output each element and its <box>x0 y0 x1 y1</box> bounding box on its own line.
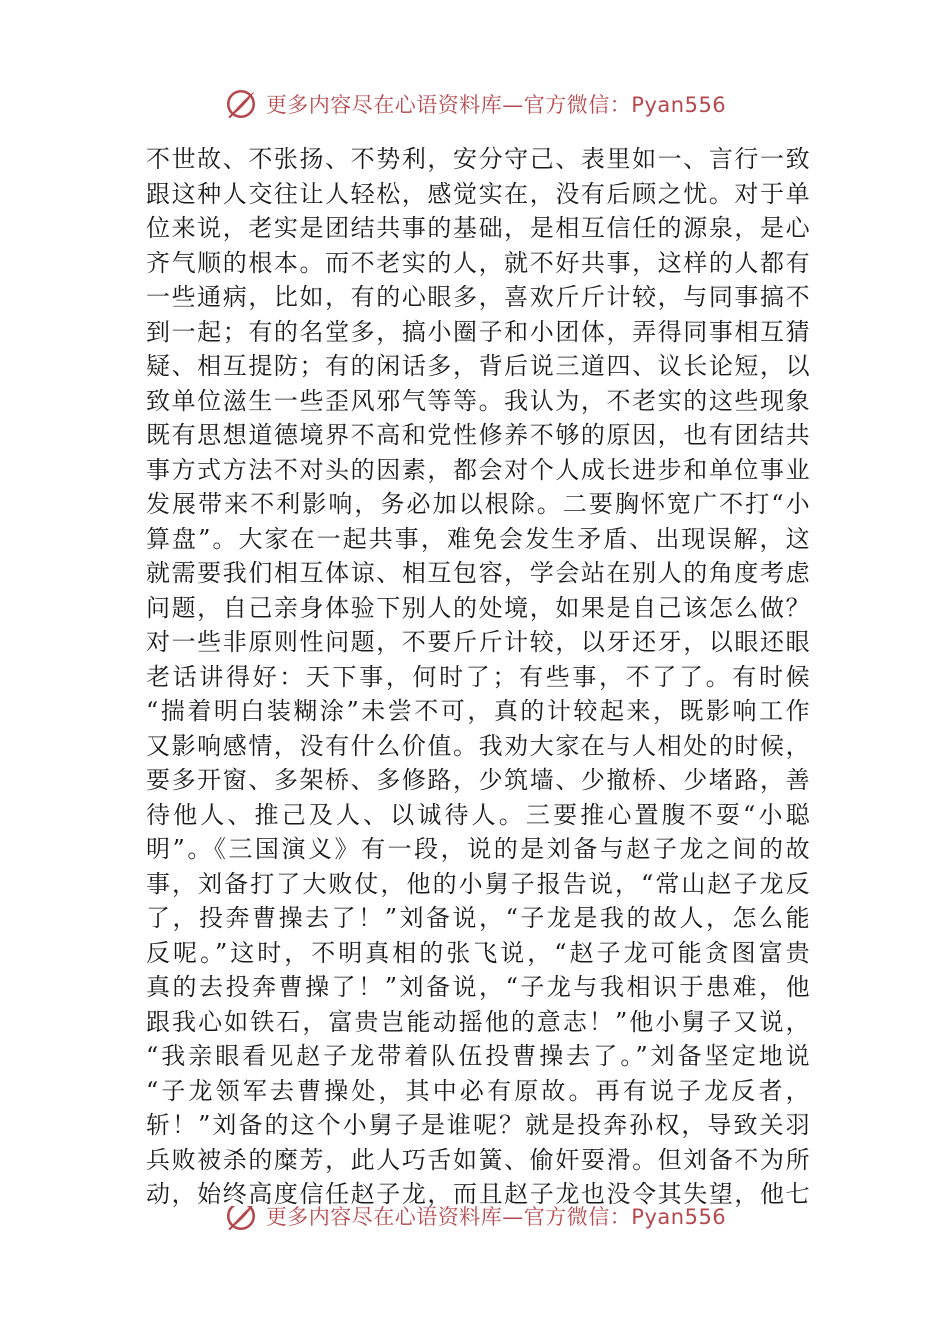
watermark-text: 更多内容尽在心语资料库—官方微信：Pyan556 <box>265 93 727 117</box>
text-line: 跟这种人交往让人轻松，感觉实在，没有后顾之忧。对于单 <box>146 179 810 208</box>
text-line: 位来说，老实是团结共事的基础，是相互信任的源泉，是心 <box>146 214 810 242</box>
text-line: 兵败被杀的糜芳，此人巧舌如簧、偷奸耍滑。但刘备不为所 <box>146 1145 810 1174</box>
text-line: 问题，自己亲身体验下别人的处境，如果是自己该怎么做？ <box>146 593 810 622</box>
text-line: 动，始终高度信任赵子龙，而且赵子龙也没令其失望，他七 <box>146 1180 810 1208</box>
text-line: “我亲眼看见赵子龙带着队伍投曹操去了。”刘备坚定地说 <box>146 1042 810 1070</box>
footer-watermark <box>0 1206 950 1246</box>
text-line: 疑、相互提防；有的闲话多，背后说三道四、议长论短，以 <box>146 352 810 380</box>
text-line: 既有思想道德境界不高和党性修养不够的原因，也有团结共 <box>146 421 810 449</box>
text-line: 齐气顺的根本。而不老实的人，就不好共事，这样的人都有 <box>146 248 810 277</box>
text-line: 就需要我们相互体谅、相互包容，学会站在别人的角度考虑 <box>146 559 810 587</box>
document-body <box>146 142 810 1212</box>
text-line: 发展带来不利影响，务必加以根除。二要胸怀宽广不打“小 <box>146 490 810 518</box>
text-line: 致单位滋生一些歪风邪气等等。我认为，不老实的这些现象 <box>146 386 810 415</box>
text-line: 明”。《三国演义》有一段，说的是刘备与赵子龙之间的故 <box>146 835 810 863</box>
text-line: 一些通病，比如，有的心眼多，喜欢斤斤计较，与同事搞不 <box>146 283 810 311</box>
quill-logo-icon <box>224 1206 258 1233</box>
text-line: 到一起；有的名堂多，搞小圈子和小团体，弄得同事相互猜 <box>146 317 810 346</box>
text-line: 事，刘备打了大败仗，他的小舅子报告说，“常山赵子龙反 <box>146 869 810 898</box>
text-line: 斩！”刘备的这个小舅子是谁呢？就是投奔孙权，导致关羽 <box>146 1111 810 1139</box>
text-line: 对一些非原则性问题，不要斤斤计较，以牙还牙，以眼还眼 <box>146 628 810 656</box>
text-line: 又影响感情，没有什么价值。我劝大家在与人相处的时候， <box>146 731 810 760</box>
text-line: 算盘”。大家在一起共事，难免会发生矛盾、出现误解，这 <box>146 524 810 553</box>
text-line: 跟我心如铁石，富贵岂能动摇他的意志！”他小舅子又说， <box>146 1007 810 1036</box>
text-line: 了，投奔曹操去了！”刘备说，“子龙是我的故人，怎么能 <box>146 904 810 932</box>
text-line: “子龙领军去曹操处，其中必有原故。再有说子龙反者， <box>146 1076 810 1105</box>
text-line: 待他人、推己及人、以诚待人。三要推心置腹不耍“小聪 <box>146 800 810 829</box>
watermark-text: 更多内容尽在心语资料库—官方微信：Pyan556 <box>265 1206 727 1229</box>
text-line: “揣着明白装糊涂”未尝不可，真的计较起来，既影响工作 <box>146 697 810 725</box>
text-line: 真的去投奔曹操了！”刘备说，“子龙与我相识于患难，他 <box>146 973 810 1001</box>
text-line: 老话讲得好：天下事，何时了；有些事，不了了。有时候 <box>146 662 810 691</box>
header-watermark <box>0 84 950 124</box>
quill-logo-icon <box>224 87 258 121</box>
text-line: 反呢。”这时，不明真相的张飞说，“赵子龙可能贪图富贵 <box>146 938 810 967</box>
text-line: 事方式方法不对头的因素，都会对个人成长进步和单位事业 <box>146 455 810 484</box>
text-line: 要多开窗、多架桥、多修路，少筑墙、少撤桥、少堵路，善 <box>146 766 810 794</box>
text-line: 不世故、不张扬、不势利，安分守己、表里如一、言行一致 <box>146 145 810 173</box>
